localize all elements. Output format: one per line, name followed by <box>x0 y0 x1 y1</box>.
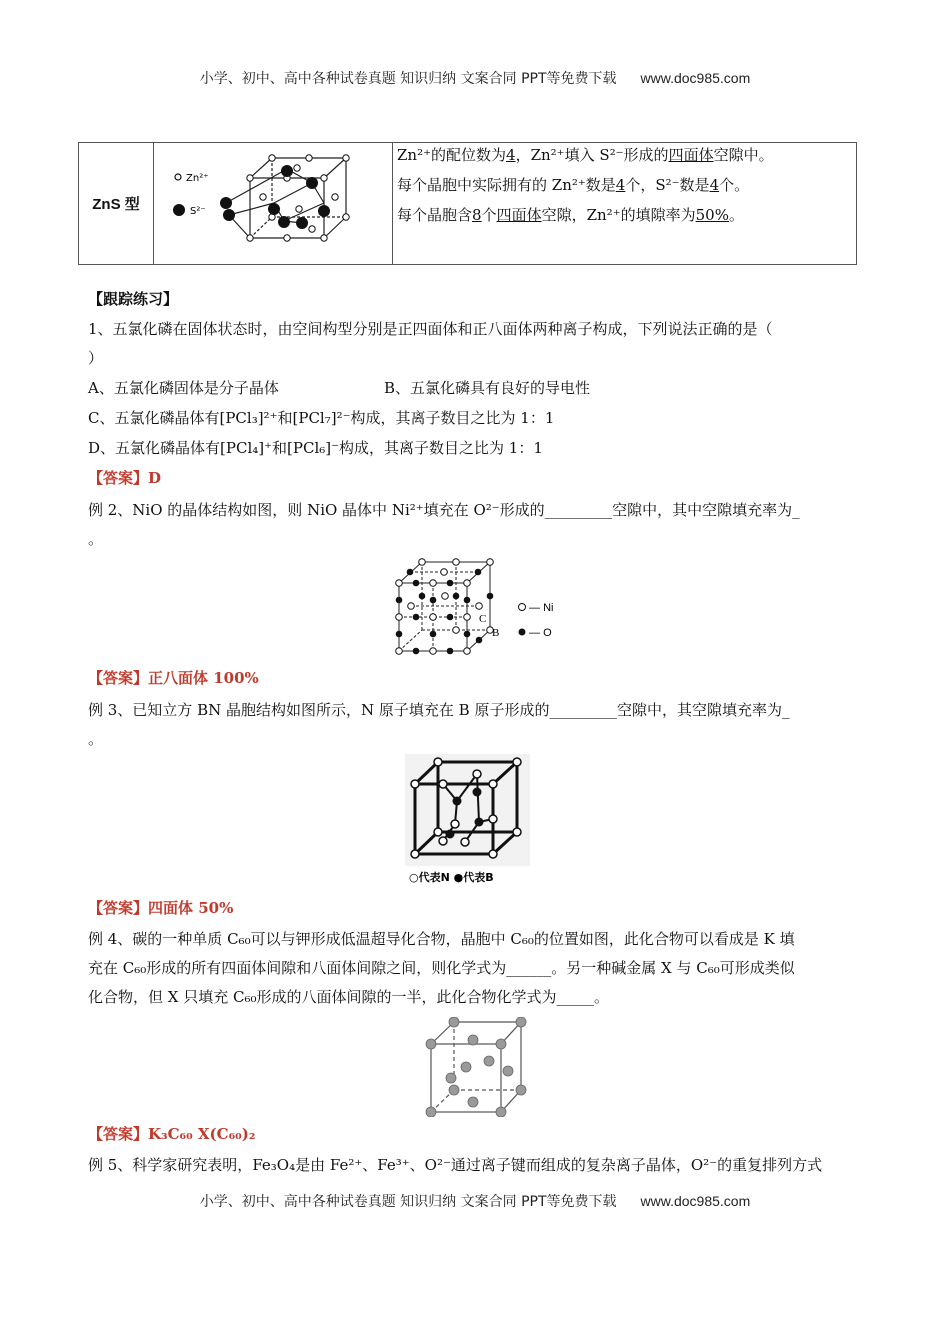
q2-stem: 例 2、NiO 的晶体结构如图，则 NiO 晶体中 Ni²⁺填充在 O²⁻形成的_________空隙中，其中空隙填充率为_ <box>88 501 800 519</box>
q2-answer-value: 正八面体 100% <box>148 669 259 687</box>
zns-figure-cell <box>154 143 393 265</box>
q4-answer-value: K₃C₆₀ X(C₆₀)₂ <box>148 1125 256 1143</box>
q1-option-a: A、五氯化磷固体是分子晶体 <box>88 379 279 397</box>
bn-crystal-figure <box>405 754 530 886</box>
o-legend-label: — O <box>529 627 552 639</box>
s-legend-dot <box>173 204 185 216</box>
q1-option-c: C、五氯化磷晶体有[PCl₃]²⁺和[PCl₇]²⁻构成，其离子数目之比为 1：1 <box>88 409 555 427</box>
q3-stem: 例 3、已知立方 BN 晶胞结构如图所示，N 原子填充在 B 原子形成的_________空隙中，其空隙填充率为_ <box>88 701 790 719</box>
page-header <box>0 68 950 88</box>
zns-l1-a: Zn²⁺的配位数为 <box>397 146 507 164</box>
label-c: C <box>479 613 487 625</box>
header-url[interactable]: www.doc985.com <box>640 70 751 86</box>
c60-crystal-figure <box>423 1017 527 1117</box>
zns-l2-d: 4 <box>709 176 720 194</box>
zns-line-3 <box>393 203 856 233</box>
q3-answer <box>88 898 233 918</box>
q2-answer <box>88 668 259 688</box>
q4-line-2: 充在 C₆₀形成的所有四面体间隙和八面体间隙之间，则化学式为______。另一种碱金属 X 与 C₆₀可形成类似 <box>88 959 795 977</box>
q3-answer-value: 四面体 50% <box>148 899 234 917</box>
zns-l2-c: 个，S²⁻数是 <box>625 176 710 194</box>
label-b: B <box>492 627 500 639</box>
nio-crystal-figure <box>395 558 565 656</box>
zns-l2-b: 4 <box>615 176 626 194</box>
section-title: 【跟踪练习】 <box>88 290 179 308</box>
q2-stem-end: 。 <box>88 530 104 548</box>
zns-l3-a: 每个晶胞含 <box>397 206 473 224</box>
zns-l3-c: 个 <box>481 206 497 224</box>
zns-l1-b: 4 <box>506 146 516 164</box>
zns-description <box>393 143 857 265</box>
zns-line-2 <box>393 173 856 203</box>
footer-text: 小学、初中、高中各种试卷真题 知识归纳 文案合同 PPT等免费下载 <box>199 1194 617 1210</box>
zn-legend-label: Zn²⁺ <box>186 173 209 184</box>
q1-stem: 1、五氯化磷在固体状态时，由空间构型分别是正四面体和正八面体两种离子构成，下列说法正确的是（ <box>88 320 773 338</box>
q2-answer-label: 【答案】 <box>88 669 149 687</box>
q1-answer-value: D <box>148 469 162 487</box>
q5-line-1: 例 5、科学家研究表明，Fe₃O₄是由 Fe²⁺、Fe³⁺、O²⁻通过离子键而组成的复杂离子晶体，O²⁻的重复排列方式 <box>88 1156 823 1174</box>
zns-l3-g: 。 <box>728 206 744 224</box>
q1-option-d: D、五氯化磷晶体有[PCl₄]⁺和[PCl₆]⁻构成，其离子数目之比为 1：1 <box>88 439 543 457</box>
zns-l3-e: 空隙，Zn²⁺的填隙率为 <box>541 206 696 224</box>
zns-crystal-figure <box>154 143 392 260</box>
q3-stem-end: 。 <box>88 730 104 748</box>
zns-l3-b: 8 <box>472 206 482 224</box>
q1-answer-label: 【答案】 <box>88 469 149 487</box>
ni-legend-label: — Ni <box>529 602 554 614</box>
q1-answer <box>88 468 161 488</box>
q1-option-b: B、五氯化磷具有良好的导电性 <box>384 379 591 397</box>
zns-table <box>78 142 857 265</box>
zns-l3-d: 四面体 <box>496 206 542 224</box>
zns-l3-f: 50% <box>695 206 729 224</box>
zns-label: ZnS 型 <box>79 143 154 265</box>
footer-url[interactable]: www.doc985.com <box>640 1193 751 1209</box>
zns-l1-e: 空隙中。 <box>713 146 774 164</box>
s-legend-label: S²⁻ <box>190 206 206 217</box>
q4-answer-label: 【答案】 <box>88 1125 149 1143</box>
zns-l2-a: 每个晶胞中实际拥有的 Zn²⁺数是 <box>397 176 616 194</box>
page-footer <box>0 1191 950 1211</box>
zns-l1-d: 四面体 <box>668 146 714 164</box>
zns-line-1 <box>393 143 856 173</box>
o-atoms <box>396 569 494 655</box>
bn-legend: ○代表N ●代表B <box>409 871 494 884</box>
q4-line-3: 化合物，但 X 只填充 C₆₀形成的八面体间隙的一半，此化合物化学式为_____。 <box>88 988 609 1006</box>
header-text: 小学、初中、高中各种试卷真题 知识归纳 文案合同 PPT等免费下载 <box>199 71 617 87</box>
zns-l2-e: 个。 <box>719 176 750 194</box>
q4-line-1: 例 4、碳的一种单质 C₆₀可以与钾形成低温超导化合物，晶胞中 C₆₀的位置如图，此化合物可以看成是 K 填 <box>88 930 795 948</box>
q1-stem-end: ） <box>88 349 104 367</box>
zns-l1-c: ，Zn²⁺填入 S²⁻形成的 <box>515 146 669 164</box>
zn-legend-dot <box>175 174 181 180</box>
q3-answer-label: 【答案】 <box>88 899 149 917</box>
q4-answer <box>88 1124 255 1144</box>
